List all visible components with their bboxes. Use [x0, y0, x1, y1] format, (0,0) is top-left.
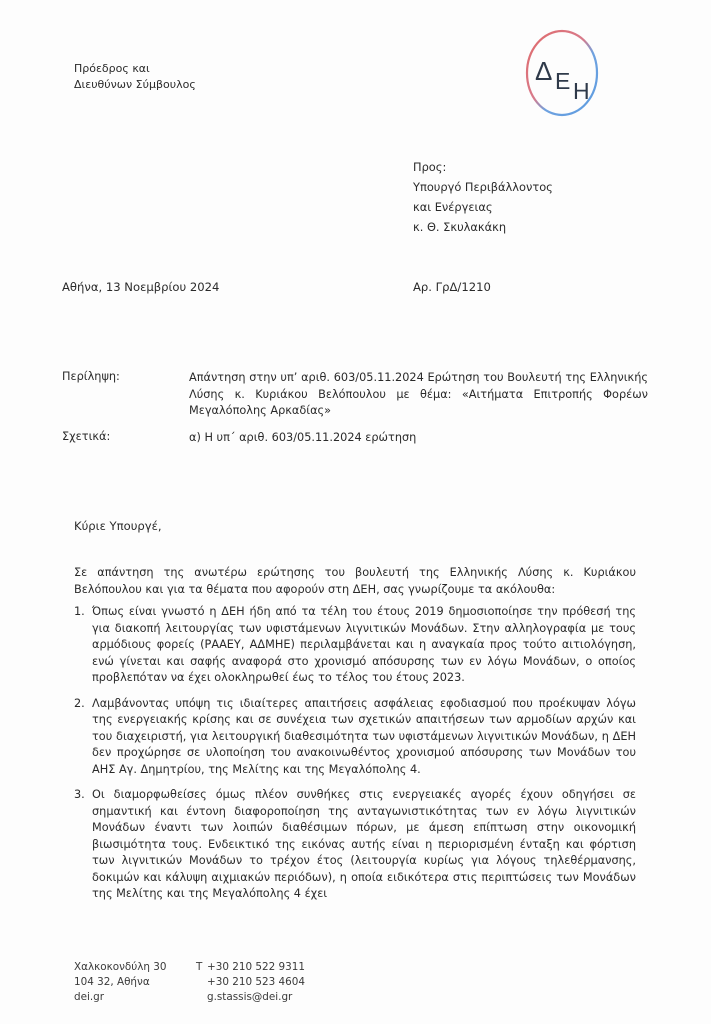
reference-number: Αρ. ΓρΔ/1210 — [413, 280, 491, 294]
footer-phone: +30 210 523 4604 — [207, 976, 305, 988]
deh-logo-icon — [523, 27, 601, 119]
footer-email-link[interactable]: g.stassis@dei.gr — [207, 991, 293, 1003]
summary-row — [62, 370, 648, 420]
logo-letter-h: Η — [573, 78, 590, 104]
list-item — [74, 787, 636, 903]
related-row — [62, 430, 648, 447]
point-text: Όπως είναι γνωστό η ΔΕΗ ήδη από τα τέλη του έτους 2019 δημοσιοποίησε την πρόθεσή της για διακοπή λειτουργίας των υφιστάμενων λιγνιτικών Μονάδων. Στην αλληλογραφία με τους αρμόδιους φορείς (ΡΑΑΕΥ, ΑΔΜΗΕ) περιλαμβάνεται και η αναγκαία προς τούτο αιτιολόγηση, ενώ γίνεται και σαφής αναφορά στο χρονισμό απόσυρσης των εν λόγω Μονάδων, ο οποίος προβλεπόταν να έχει ολοκληρωθεί έως το τέλος του έτους 2023. — [92, 605, 636, 684]
point-number: 2. — [74, 696, 85, 710]
footer-contact — [196, 960, 305, 1005]
footer-website-link[interactable]: dei.gr — [74, 991, 105, 1003]
list-item — [74, 696, 636, 779]
phone-label: T — [196, 961, 203, 973]
summary-text: Απάντηση στην υπ’ αριθ. 603/05.11.2024 Ερώτηση του Βουλευτή της Ελληνικής Λύσης κ. Κυριάκου Βελόπουλου με θέμα: «Αιτήματα Επιτροπής Φορέων Μεγαλόπολης Αρκαδίας» — [189, 371, 648, 417]
recipient-line: και Ενέργειας — [413, 200, 493, 214]
point-text: Λαμβάνοντας υπόψη τις ιδιαίτερες απαιτήσεις ασφάλειας εφοδιασμού που προέκυψαν λόγω της ενεργειακής κρίσης και σε συνέχεια των σχετικών απαιτήσεων των αρμοδίων αρχών και του διαχειριστή, για λειτουργική διαθεσιμότητα των υφιστάμενων λιγνιτικών Μονάδων, η ΔΕΗ δεν προχώρησε σε υλοποίηση του ανακοινωθέντος χρονισμού απόσυρσης των Μονάδων του ΑΗΣ Αγ. Δημητρίου, της Μελίτης και της Μεγαλόπολης 4. — [92, 696, 636, 776]
deh-logo — [523, 27, 601, 119]
intro-paragraph: Σε απάντηση της ανωτέρω ερώτησης του βουλευτή της Ελληνικής Λύσης κ. Κυριάκου Βελόπουλου και για τα θέματα που αφορούν στη ΔΕΗ, σας γνωρίζουμε τα ακόλουθα: — [74, 566, 636, 596]
sender-line: Διευθύνων Σύμβουλος — [74, 78, 196, 91]
footer-address — [74, 960, 196, 1005]
sender-title — [74, 61, 196, 93]
footer-address-line: 104 32, Αθήνα — [74, 976, 150, 988]
list-item — [74, 604, 636, 687]
footer-address-line: Χαλκοκονδύλη 30 — [74, 961, 167, 973]
recipient-block — [413, 157, 553, 237]
related-label: Σχετικά: — [62, 430, 111, 443]
email-label-spacer — [196, 990, 207, 1005]
footer-phone-row — [196, 960, 305, 975]
numbered-points — [74, 604, 636, 912]
related-text: α) Η υπ΄ αριθ. 603/05.11.2024 ερώτηση — [189, 431, 417, 444]
point-number: 1. — [74, 605, 85, 618]
sender-line: Πρόεδρος και — [74, 62, 150, 75]
footer-phone: +30 210 522 9311 — [207, 961, 305, 973]
footer — [74, 960, 305, 1005]
logo-letter-delta: Δ — [535, 56, 553, 86]
point-number: 3. — [74, 788, 85, 801]
point-text: Οι διαμορφωθείσες όμως πλέον συνθήκες στις ενεργειακές αγορές έχουν οδηγήσει σε σημαντική και έντονη διαφοροποίηση της ανταγωνιστικότητας των εν λόγω λιγνιτικών Μονάδων έναντι των λοιπών διαθέσιμων πόρων, με άμεση επίπτωση στην οικονομική βιωσιμότητα τους. Ενδεικτικό της εικόνας αυτής είναι η περιορισμένη ένταξη και φόρτιση των λιγνιτικών Μονάδων το τρέχον έτος (λειτουργία κυρίως για λόγους τηλεθέρμανσης, δοκιμών και κάλυψη αιχμιακών περιόδων), η οποία ειδικότερα στις περιπτώσεις των Μονάδων της Μελίτης και της Μεγαλόπολης 4 έχει — [92, 788, 636, 900]
salutation: Κύριε Υπουργέ, — [74, 519, 162, 533]
logo-letter-e: Ε — [555, 68, 571, 94]
recipient-line: κ. Θ. Σκυλακάκη — [413, 220, 507, 234]
recipient-label: Προς: — [413, 160, 447, 174]
footer-phone-row — [196, 975, 305, 990]
summary-label: Περίληψη: — [62, 370, 120, 383]
footer-email-row — [196, 990, 305, 1005]
date-line: Αθήνα, 13 Νοεμβρίου 2024 — [62, 280, 220, 294]
recipient-line: Υπουργό Περιβάλλοντος — [413, 180, 553, 194]
phone-label-spacer — [196, 975, 207, 990]
